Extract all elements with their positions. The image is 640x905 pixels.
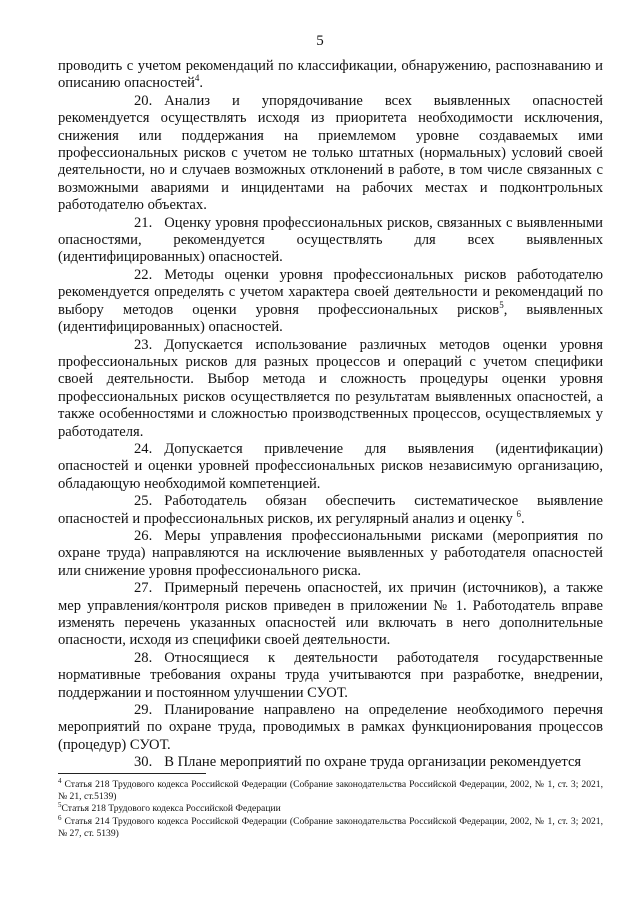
footnote-divider xyxy=(58,773,206,774)
paragraph-text: Работодатель обязан обеспечить систематическое выявление опасностей и профессиональных рисков, их регулярный анализ и оценку xyxy=(58,493,603,527)
footnote-text: Статья 218 Трудового кодекса Российской Федерации (Собрание законодательства Российской Федерации, 2002, № 1, ст. 3; 2021, № 21, ст.5139) xyxy=(58,779,603,803)
intro-tail: . xyxy=(199,75,204,92)
page-number: 5 xyxy=(316,33,324,49)
document-body xyxy=(58,58,603,772)
paragraph-number: 30. xyxy=(134,754,153,771)
intro-text: проводить с учетом рекомендаций по классификации, обнаружению, распознаванию и описанию опасностей xyxy=(58,58,603,92)
paragraph-text: Относящиеся к деятельности работодателя государственные нормативные требования охраны труда учитываются при разработке, внедрении, поддержании и постоянном улучшении СУОТ. xyxy=(58,649,603,701)
paragraph-28 xyxy=(58,650,603,702)
paragraph-text: Примерный перечень опасностей, их причин (источников), а также мер управления/контроля рисков приведен в приложении № 1. Работодатель вправе изменять перечень указанных опасностей или включать в него дополнительные опасности, исходя из специфики своей деятельности. xyxy=(58,580,603,649)
paragraph-text: В Плане мероприятий по охране труда организации рекомендуется xyxy=(164,754,582,771)
footnote-4 xyxy=(58,776,603,803)
intro-paragraph xyxy=(58,58,603,93)
paragraph-number: 28. xyxy=(134,649,153,666)
footnote-6 xyxy=(58,813,603,840)
paragraph-number: 24. xyxy=(134,440,153,457)
paragraph-text: Допускается привлечение для выявления (идентификации) опасностей и оценки уровней профессиональных рисков независимую организацию, обладающую необходимой компетенцией. xyxy=(58,440,603,492)
paragraph-number: 25. xyxy=(134,493,153,510)
paragraph-29 xyxy=(58,702,603,754)
footnote-text: Статья 218 Трудового кодекса Российской Федерации xyxy=(61,803,281,815)
paragraph-text: Планирование направлено на определение необходимого перечня мероприятий по охране труда, проводимых в рамках функционирования процессов (процедур) СУОТ. xyxy=(58,702,603,753)
paragraph-text: Анализ и упорядочивание всех выявленных опасностей рекомендуется осуществлять исходя из приоритета необходимости исключения, снижения или поддержания на приемлемом уровне создаваемых ими профессиональных рисков с учетом не только штатных (нормальных) условий своей деятельности, но и случаев возможных отклонений в работе, в том числе связанных с возможными авариями и инцидентами на рабочих местах и подконтрольных работодателю объектах. xyxy=(58,92,603,214)
paragraph-24 xyxy=(58,441,603,493)
paragraph-number: 26. xyxy=(134,527,153,544)
paragraph-number: 27. xyxy=(134,580,153,597)
footnote-mark: 4 xyxy=(58,776,62,785)
paragraph-23 xyxy=(58,337,603,441)
paragraph-text-after: , выявленных (идентифицированных) опасностей. xyxy=(58,301,603,336)
paragraph-20 xyxy=(58,93,603,215)
footnote-mark: 6 xyxy=(58,813,62,822)
paragraph-26 xyxy=(58,528,603,580)
paragraph-25 xyxy=(58,493,603,528)
paragraph-22 xyxy=(58,267,603,337)
paragraph-text: Оценку уровня профессиональных рисков, связанных с выявленными опасностями, рекомендуется осуществлять для всех выявленных (идентифицированных) опасностей. xyxy=(58,214,603,266)
footnote-ref-4: 4 xyxy=(194,73,200,84)
paragraph-number: 29. xyxy=(134,702,153,719)
paragraph-21 xyxy=(58,215,603,267)
footnote-5 xyxy=(58,803,603,815)
paragraph-text: Методы оценки уровня профессиональных рисков работодателю рекомендуется определять с учетом характера своей деятельности и рекомендаций по выбору методов оценки уровня профессиональных рисков xyxy=(58,266,603,318)
paragraph-number: 22. xyxy=(134,266,153,283)
paragraph-number: 23. xyxy=(134,336,153,353)
paragraph-text-after: . xyxy=(521,510,525,527)
paragraph-30 xyxy=(58,754,603,771)
footnote-ref-6: 6 xyxy=(516,508,521,519)
paragraph-text: Допускается использование различных методов оценки уровня профессиональных рисков для разных процессов и операций с учетом специфики своей деятельности. Выбор метода и сложность процедуры оценки уровня профессиональных рисков осуществляется по результатам выявленных опасностей, а также особенностями и сложностью производственных процессов, осуществляемых у работодателя. xyxy=(58,336,603,440)
paragraph-number: 20. xyxy=(134,92,153,109)
footnote-ref-5: 5 xyxy=(499,299,504,310)
paragraph-27 xyxy=(58,580,603,650)
paragraph-text: Меры управления профессиональными рисками (мероприятия по охране труда) направляются на исключение выявленных у работодателя опасностей или снижение уровня профессионального риска. xyxy=(58,527,603,579)
footnotes xyxy=(58,776,603,840)
footnote-text: Статья 214 Трудового кодекса Российской Федерации (Собрание законодательства Российской Федерации, 2002, № 1, ст. 3; 2021, № 27, ст. 5139) xyxy=(58,815,603,839)
paragraph-number: 21. xyxy=(134,214,153,231)
footnote-mark: 5 xyxy=(58,801,62,810)
